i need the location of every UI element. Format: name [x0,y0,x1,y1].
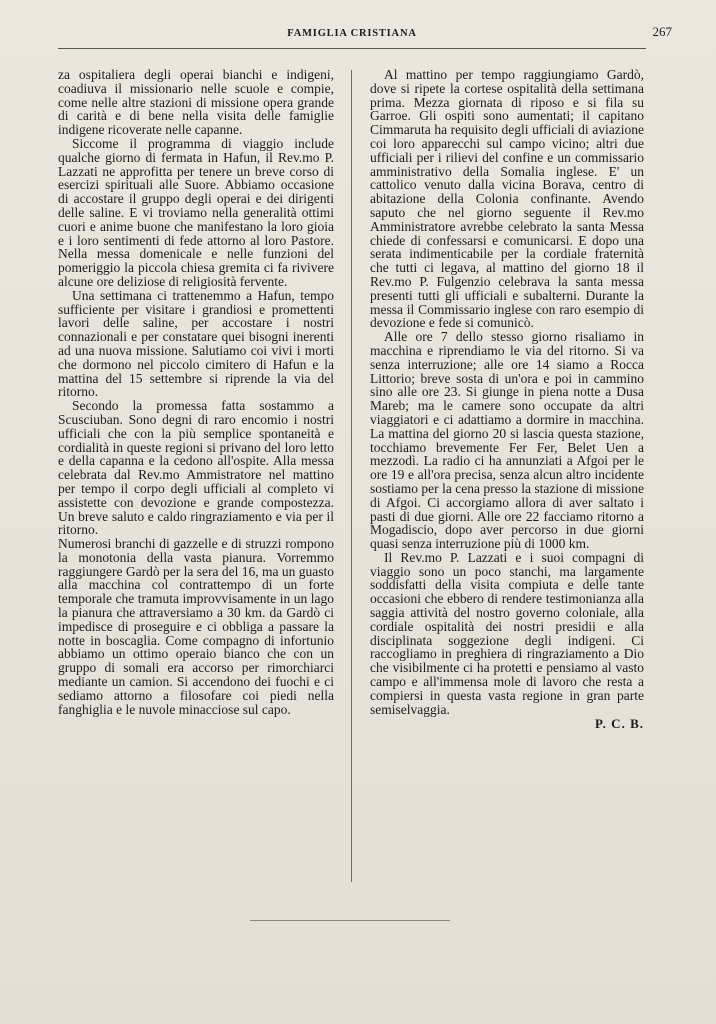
paragraph: Siccome il programma di viaggio include qualche giorno di fermata in Hafun, il Rev.mo P. Lazzati ne approfitta per tenere un breve corso di esercizi spirituali alle Suore. Abbiamo occasione di accostare il gruppo degli operai e dei dirigenti delle saline. E vi troviamo nella generalità ottimi cuori e anime buone che manifestano la loro gioia e i loro sentimenti di fede attorno al loro Pastore. Nella messa domenicale e nelle funzioni del pomeriggio la piccola chiesa gremita ci fa rivivere alcune ore deliziose di religiosità fervente. [58,135,334,289]
right-column [370,68,644,731]
header-rule [58,48,646,49]
page-header [58,24,672,46]
running-title: FAMIGLIA CRISTIANA [287,28,417,39]
paragraph: Al mattino per tempo raggiungiamo Gardò, dove si ripete la cortese ospitalità della settimana prima. Mezza giornata di riposo e si fila su Garroe. Gli ospiti sono aumentati; il capitano Cimmaruta ha requisito degli ufficiali di aviazione coi loro apparecchi sul campo vicino; altri due ufficiali per i rilievi del confine e un commissario amministrativo della Somalia inglese. E' un cattolico venuto dalla vicina Borava, centro di abitazione della Colonia confinante. Avendo saputo che nel giorno seguente il Rev.mo Amministratore avrebbe celebrato la santa Messa chiede di confessarsi e comunicarsi. E dopo una serata indimenticabile per la cordiale fraternità che tutti ci legava, al mattino del giorno 18 il Rev.mo P. Fulgenzio celebrava la santa messa presenti tutti gli ufficiali e subalterni. Durante la messa il Commissario inglese con raro esempio di devozione e fede si comunicò. [370,67,644,331]
footer-rule [250,920,450,921]
left-column [58,68,334,716]
paragraph: za ospitaliera degli operai bianchi e indigeni, coadiuva il missionario nelle scuole e compie, come nelle altre stazioni di missione opera grande di carità e di bene nella visita delle famiglie indigene ricoverate nelle capanne. [58,67,334,138]
paragraph: Il Rev.mo P. Lazzati e i suoi compagni di viaggio sono un poco stanchi, ma largamente soddisfatti della visita compiuta e delle tante occasioni che ebbero di rendere testimonianza alla saggia attività del nostro governo coloniale, alla cordiale ospitalità dei nostri presidii e alla disciplinata soggezione degli indigeni. Ci raccogliamo in preghiera di ringraziamento a Dio che visibilmente ci ha protetti e pensiamo al vasto campo e all'immensa mole di lavoro che resta a compiersi in questa vasta regione in gran parte semiselvaggia. [370,549,644,717]
signature: P. C. B. [594,716,644,732]
paragraph: Alle ore 7 dello stesso giorno risaliamo in macchina e riprendiamo le via del ritorno. Si va senza interruzione; alle ore 14 siamo a Rocca Littorio; breve sosta di un'ora e poi in cammino sino alle ore 23. Si giunge in piena notte a Dusa Mareb; ma le camere sono occupate da altri viaggiatori e ci adattiamo a dormire in macchina. La mattina del giorno 20 si lascia questa stazione, tocchiamo brevemente Fer Fer, Belet Uen a mezzodì. La radio ci ha annunziati a Afgoi per le ore 19 e all'ora precisa, senza alcun altro incidente sostiamo per la cena presso la stazione di missione di Afgoi. Ci accorgiamo allora di aver saltato i pasti di due giorni. Alle ore 22 facciamo ritorno a Mogadiscio, dopo aver percorso in due giorni quasi senza interruzione più di 1000 km. [370,329,644,552]
column-divider [351,70,352,882]
paragraph: Una settimana ci trattenemmo a Hafun, tempo sufficiente per visitare i grandiosi e promettenti lavori delle saline, per accostare i nostri connazionali e per constatare quei bisogni inerenti ad una nuova missione. Salutiamo coi vivi i morti che dormono nel piccolo cimitero di Hafun e la mattina del 15 settembre si riprende la via del ritorno. [58,287,334,400]
paragraph: Numerosi branchi di gazzelle e di struzzi rompono la monotonia della vasta pianura. Vorremmo raggiungere Gardò per la sera del 16, ma un guasto alla macchina col contrattempo di un forte temporale che tramuta improvvisamente in un lago la pianura che attraversiamo a 30 km. da Gardò ci impedisce di proseguire e ci obbliga a passare la notte in boscaglia. Come compagno di infortunio abbiamo un ottimo operaio bianco che con un gruppo di somali era accorso per rimorchiarci mediante un camion. Si accendono dei fuochi e ci sediamo attorno a filosofare coi piedi nella fanghiglia e le nuvole minacciose sul capo. [58,536,334,717]
page-number: 267 [652,24,672,39]
paragraph: Secondo la promessa fatta sostammo a Scusciuban. Sono degni di raro encomio i nostri ufficiali che con la più semplice spontaneità e cordialità in queste regioni si privano del loro letto e della capanna e la cedono all'ospite. Alla messa celebrata dal Rev.mo Ammistratore nel mattino per tempo il corpo degli ufficiali al completo vi assistette con devozione e grande compostezza. Un breve saluto e caldo ringraziamento e via per il ritorno. [58,398,334,538]
